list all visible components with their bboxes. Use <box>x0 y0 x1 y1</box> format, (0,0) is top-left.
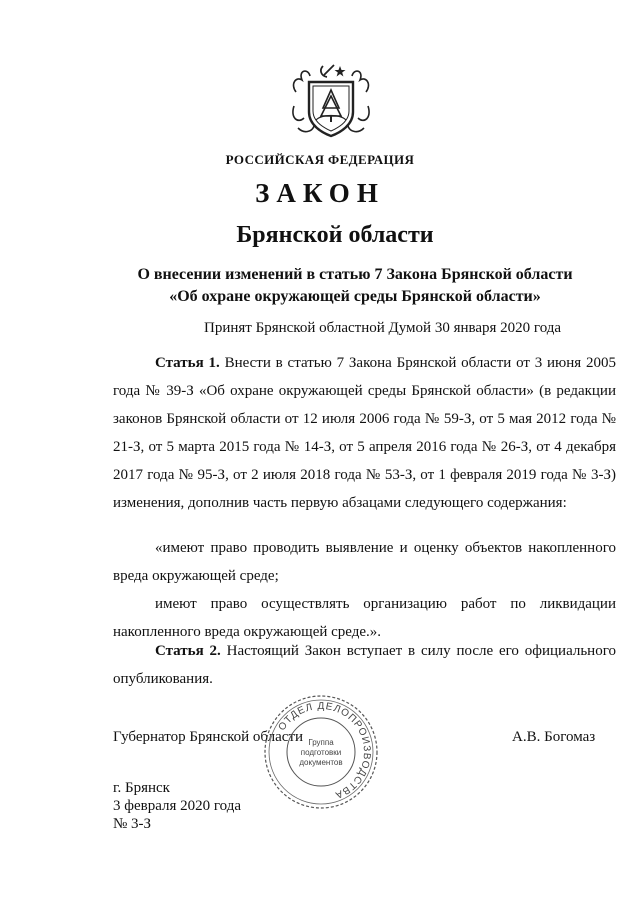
law-subject-line-1: О внесении изменений в статью 7 Закона Брянской области <box>137 266 573 283</box>
country-heading: РОССИЙСКАЯ ФЕДЕРАЦИЯ <box>225 152 415 167</box>
footer-city: г. Брянск <box>113 780 170 796</box>
article-1-label: Статья 1. <box>155 355 220 371</box>
law-subject <box>120 264 590 308</box>
coat-of-arms-emblem <box>290 62 372 144</box>
stamp-center-line-3: документов <box>299 758 343 767</box>
adoption-note: Принят Брянской областной Думой 30 января 2020 года <box>204 320 562 336</box>
amendment-quote-1: «имеют право проводить выявление и оценку объектов накопленного вреда окружающей среде; <box>113 540 616 584</box>
footer-number: № 3-З <box>113 816 152 832</box>
region-heading: Брянской области <box>236 222 434 248</box>
article-2-paragraph <box>113 637 616 693</box>
signatory-title: Губернатор Брянской области <box>113 729 304 745</box>
stamp-ring-text: ОТДЕЛ ДЕЛОПРОИЗВОДСТВА <box>276 700 373 801</box>
document-type-heading: ЗАКОН <box>255 178 385 208</box>
office-stamp <box>262 693 380 811</box>
article-2-text: Настоящий Закон вступает в силу после его официального опубликования. <box>113 643 616 687</box>
signatory-name: А.В. Богомаз <box>512 729 596 745</box>
document-footer <box>113 779 241 833</box>
article-1-paragraph <box>113 349 616 517</box>
stamp-center-line-2: подготовки <box>300 748 342 757</box>
law-subject-line-2: «Об охране окружающей среды Брянской области» <box>169 288 541 305</box>
stamp-center-line-1: Группа <box>308 738 334 747</box>
footer-date: 3 февраля 2020 года <box>113 798 242 814</box>
article-1-text: Внести в статью 7 Закона Брянской области от 3 июня 2005 года № 39-З «Об охране окружающей среды Брянской области» (в редакции законов Брянской области от 12 июля 2006 года № 59-З, от 5 мая 2012 года № 21-З, от 5 марта 2015 года № 14-З, от 5 апреля 2016 года № 26-З, от 4 декабря 2017 года № 95-З, от 2 июля 2018 года № 53-З, от 1 февраля 2019 года № 3-З) изменения, дополнив часть первую абзацами следующего содержания: <box>113 355 616 511</box>
amendment-quote-2: имеют право осуществлять организацию работ по ликвидации накопленного вреда окружающей среде.». <box>113 596 616 640</box>
article-2-label: Статья 2. <box>155 643 221 659</box>
